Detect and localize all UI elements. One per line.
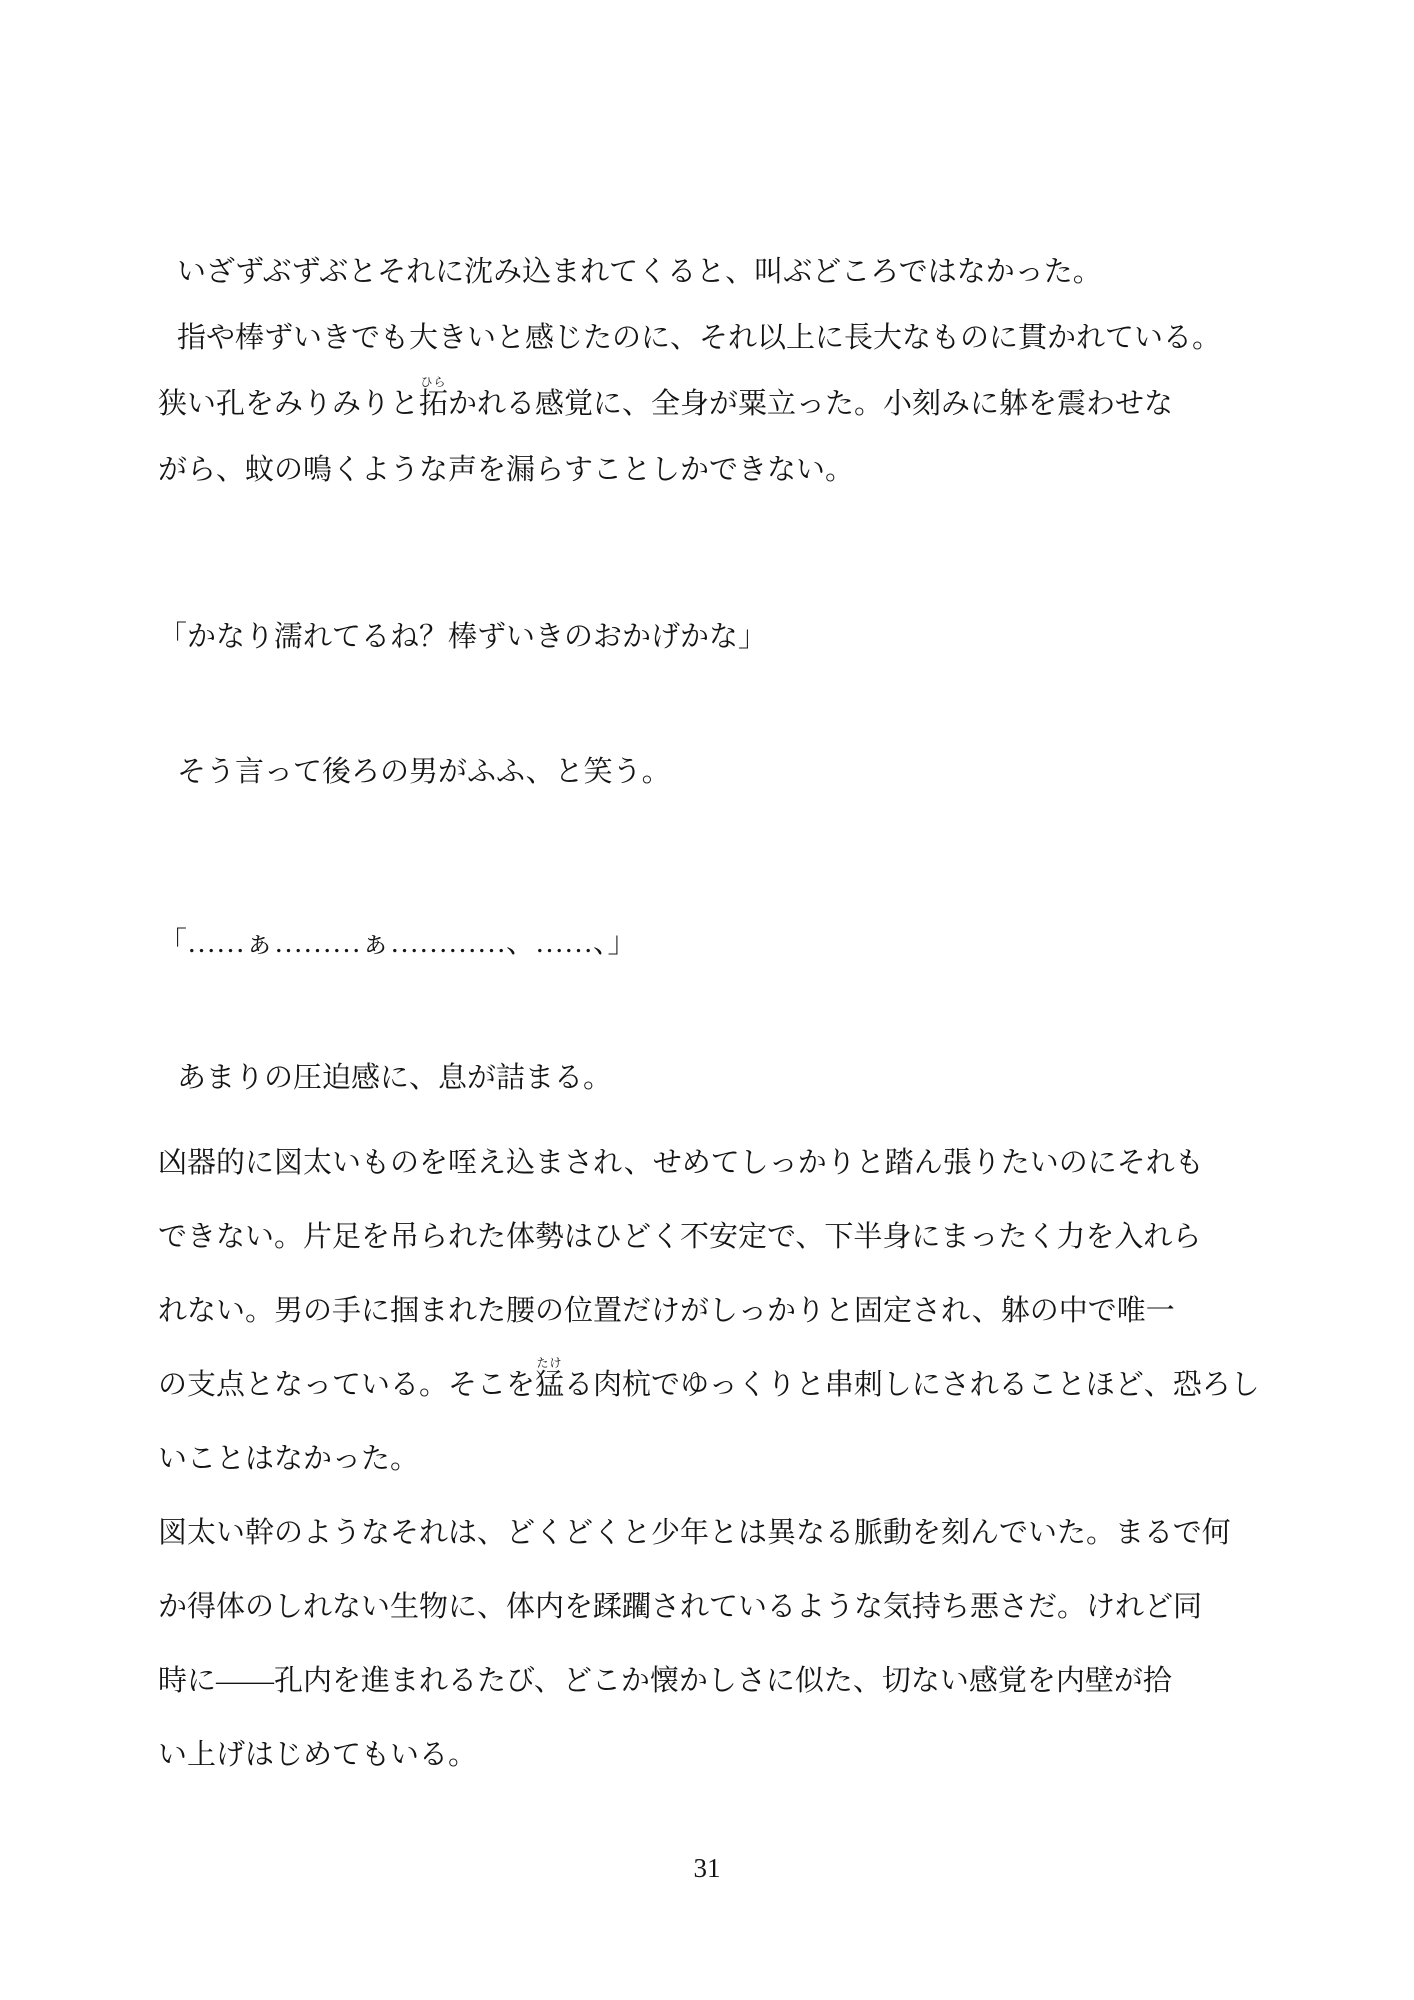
text-line: 凶器的に図太いものを咥え込まされ、せめてしっかりと踏ん張りたいのにそれも <box>158 1147 1204 1179</box>
furigana-ruby: 猛たけ <box>535 1356 565 1401</box>
text-line: い上げはじめてもいる。 <box>158 1739 478 1771</box>
text-line: できない。片足を吊られた体勢はひどく不安定で、下半身にまったく力を入れら <box>158 1221 1202 1253</box>
text-line: か得体のしれない生物に、体内を蹂躙されているような気持ち悪さだ。けれど同 <box>158 1591 1203 1623</box>
text-line: そう言って後ろの男がふふ、と笑う。 <box>177 756 671 788</box>
text-line: いざずぶずぶとそれに沈み込まれてくると、叫ぶどころではなかった。 <box>177 256 1102 288</box>
text-block <box>158 239 1308 1792</box>
text-line: 指や棒ずいきでも大きいと感じたのに、それ以上に長大なものに貫かれている。 <box>177 322 1222 354</box>
text-line: 図太い幹のようなそれは、どくどくと少年とは異なる脈動を刻んでいた。まるで何 <box>158 1517 1231 1549</box>
text-line: 「かなり濡れてるね？棒ずいきのおかげかな」 <box>158 621 768 653</box>
text-line: の支点となっている。そこを猛たける肉杭でゆっくりと串刺しにされることほど、恐ろし <box>158 1356 1260 1401</box>
furigana-ruby: 拓ひら <box>419 375 449 420</box>
text-line: 時に——孔内を進まれるたび、どこか懐かしさに似た、切ない感覚を内壁が拾 <box>158 1665 1172 1697</box>
text-line: 狭い孔をみりみりと拓ひらかれる感覚に、全身が粟立った。小刻みに躰を震わせな <box>158 375 1174 420</box>
text-line: いことはなかった。 <box>158 1443 420 1475</box>
text-line: あまりの圧迫感に、息が詰まる。 <box>177 1062 613 1094</box>
text-line: れない。男の手に掴まれた腰の位置だけがしっかりと固定され、躰の中で唯一 <box>158 1295 1175 1327</box>
page-number: 31 <box>693 1853 721 1883</box>
text-line: がら、蚊の鳴くような声を漏らすことしかできない。 <box>158 454 855 486</box>
text-line: 「……ぁ………ぁ…………、……、」 <box>158 927 637 959</box>
